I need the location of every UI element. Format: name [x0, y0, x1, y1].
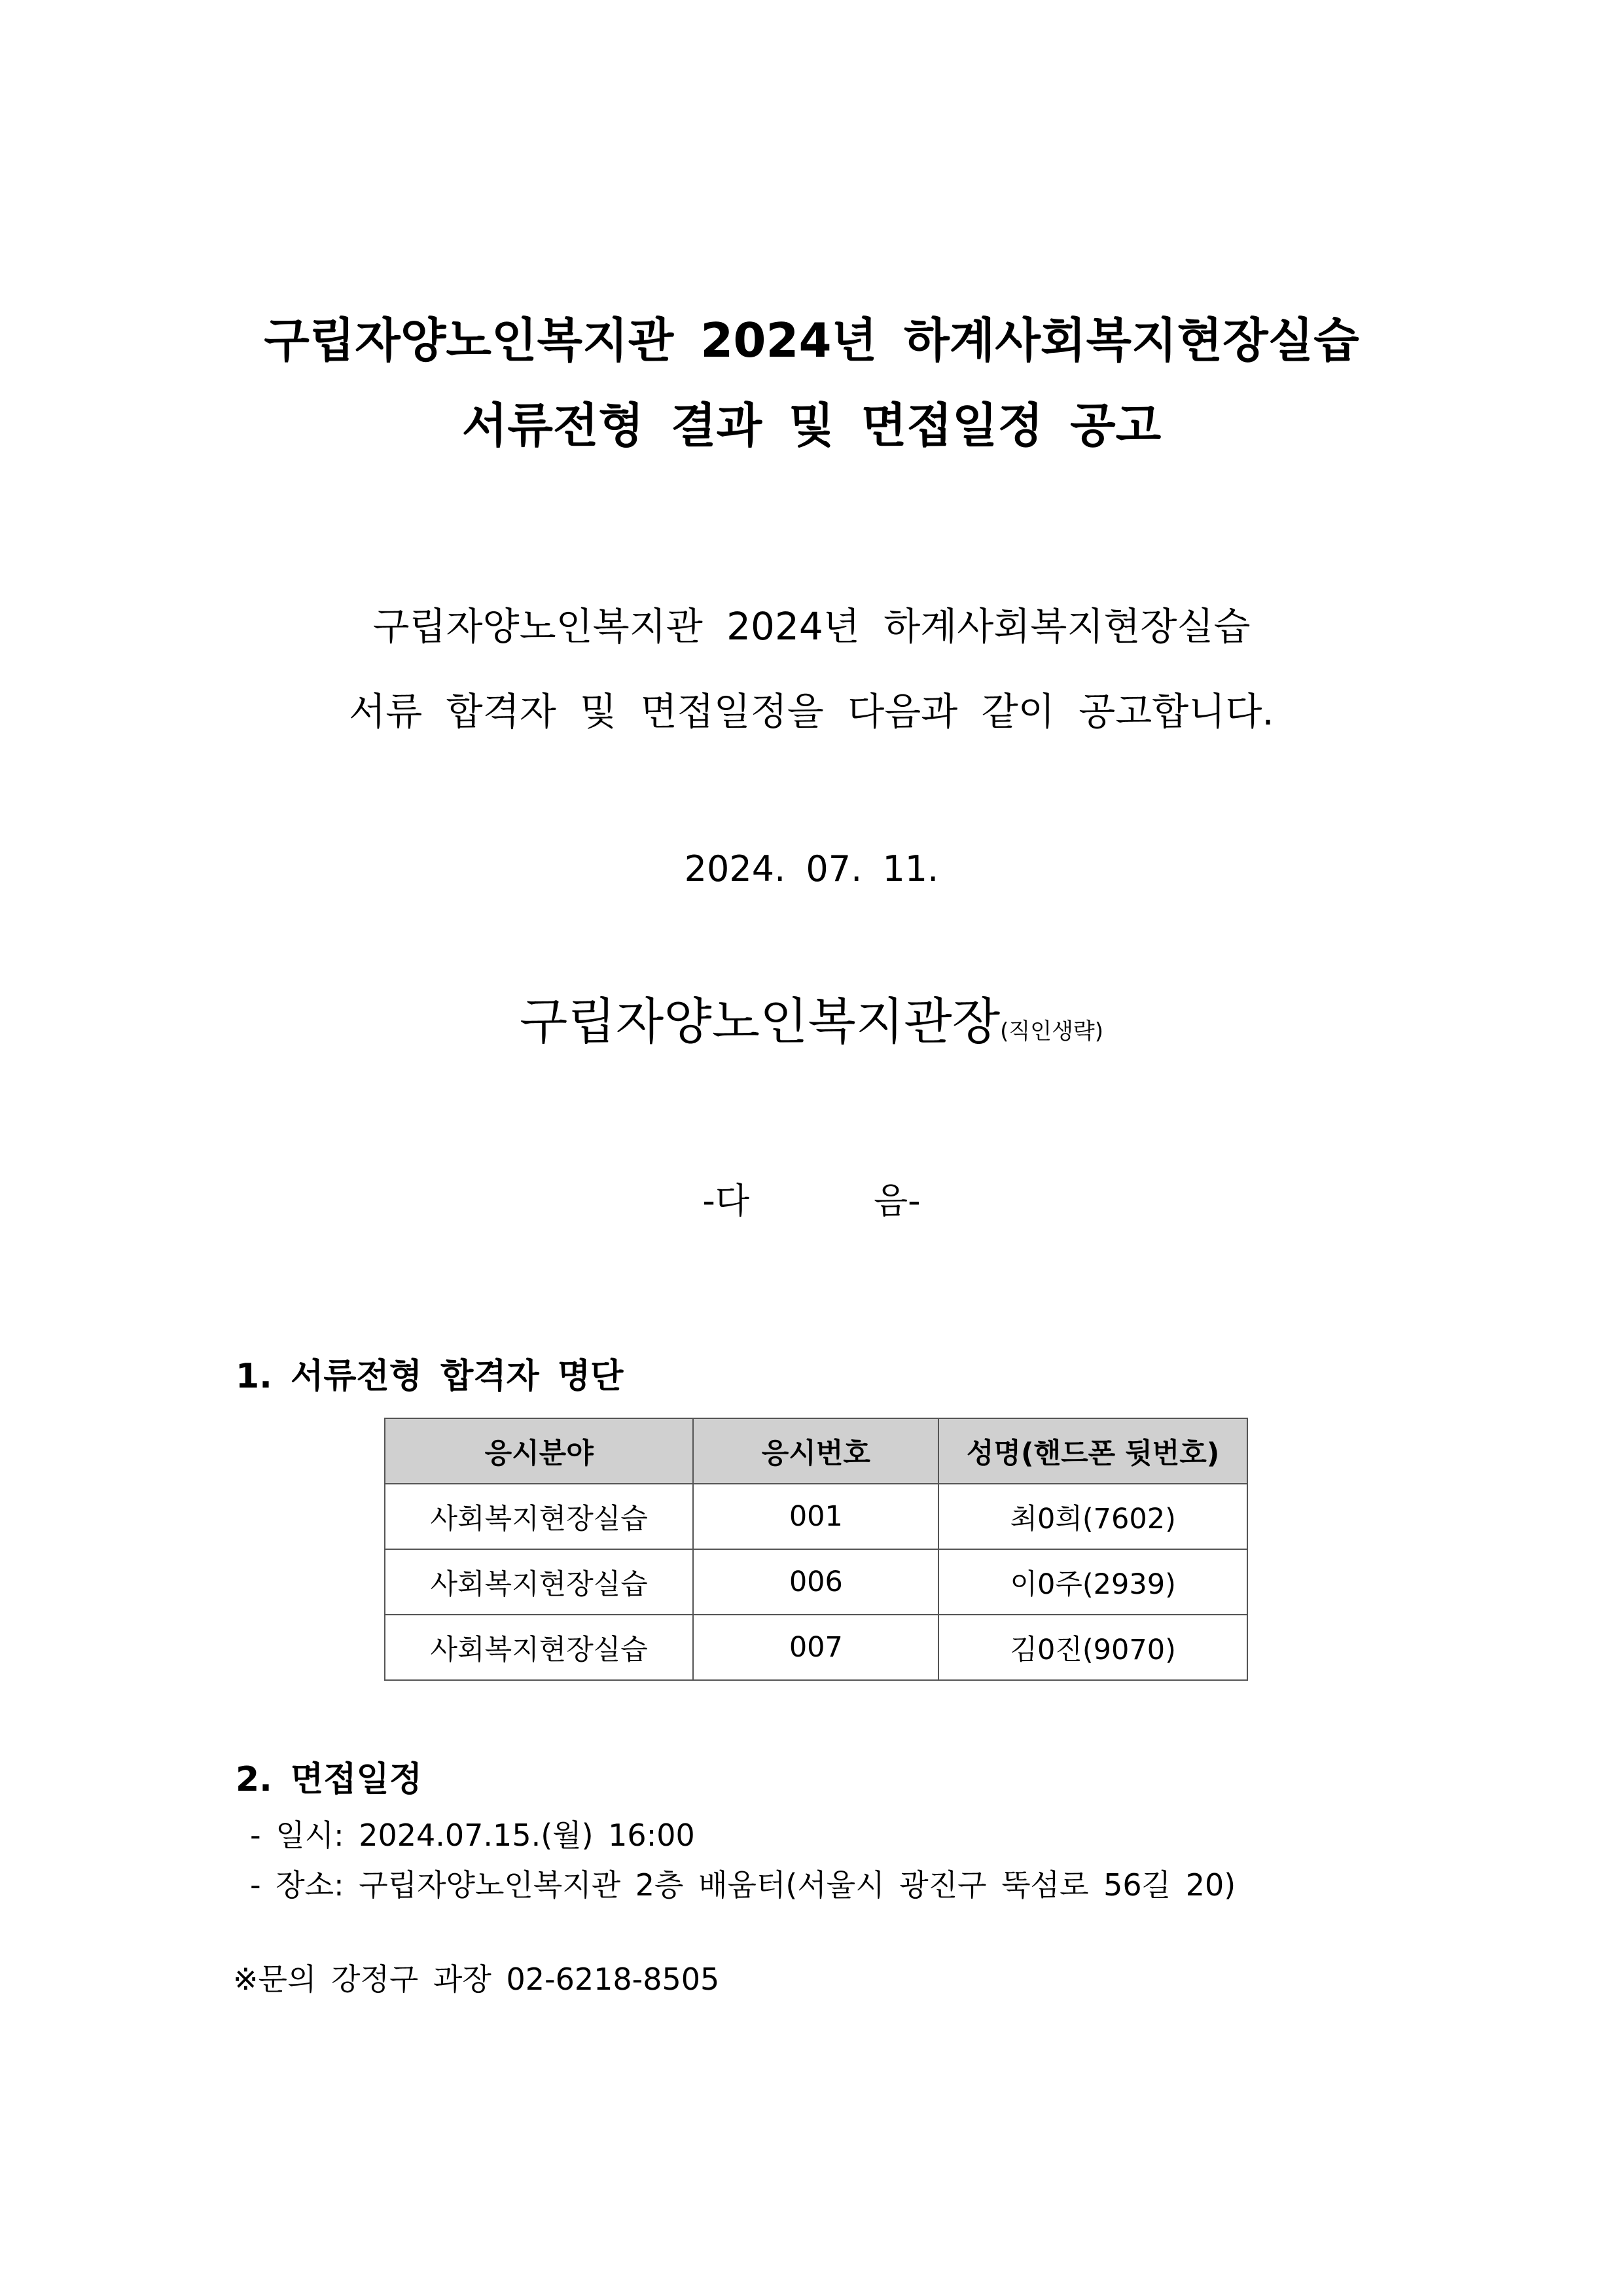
issuer-name: 구립자양노인복지관장: [519, 992, 1001, 1050]
cell-number: 006: [693, 1549, 938, 1615]
cell-field: 사회복지현장실습: [385, 1615, 693, 1680]
issuer: [0, 982, 1623, 1053]
section-2-title: 2. 면접일정: [236, 1760, 422, 1799]
header-field: 응시분야: [385, 1418, 693, 1484]
table-header-row: [385, 1418, 1247, 1484]
table-row: [385, 1484, 1247, 1549]
contact-info: ※문의 강정구 과장 02-6218-8505: [233, 1962, 720, 1997]
passed-applicants-table: [384, 1418, 1248, 1681]
cell-number: 007: [693, 1615, 938, 1680]
cell-name: 이0주(2939): [938, 1549, 1247, 1615]
intro-line-2: 서류 합격자 및 면접일정을 다음과 같이 공고합니다.: [349, 689, 1274, 734]
next-heading: [0, 1173, 1623, 1223]
next-heading-right: 음-: [874, 1180, 921, 1221]
intro-line-1: 구립자양노인복지관 2024년 하계사회복지현장실습: [372, 604, 1251, 649]
next-heading-left: -다: [702, 1180, 749, 1221]
header-number: 응시번호: [693, 1418, 938, 1484]
document-title-line-2: 서류전형 결과 및 면접일정 공고: [461, 398, 1162, 453]
header-name: 성명(핸드폰 뒷번호): [938, 1418, 1247, 1484]
table-row: [385, 1615, 1247, 1680]
interview-datetime: - 일시: 2024.07.15.(월) 16:00: [250, 1818, 695, 1853]
cell-field: 사회복지현장실습: [385, 1484, 693, 1549]
document-title-line-1: 구립자양노인복지관 2024년 하계사회복지현장실습: [264, 313, 1359, 368]
cell-name: 최0희(7602): [938, 1484, 1247, 1549]
announcement-date: 2024. 07. 11.: [684, 848, 939, 889]
section-1-title: 1. 서류전형 합격자 명단: [236, 1357, 624, 1396]
interview-location: - 장소: 구립자양노인복지관 2층 배움터(서울시 광진구 뚝섬로 56길 20): [250, 1867, 1236, 1903]
cell-number: 001: [693, 1484, 938, 1549]
table-row: [385, 1549, 1247, 1615]
seal-note: (직인생략): [1000, 1018, 1104, 1045]
cell-field: 사회복지현장실습: [385, 1549, 693, 1615]
cell-name: 김0진(9070): [938, 1615, 1247, 1680]
